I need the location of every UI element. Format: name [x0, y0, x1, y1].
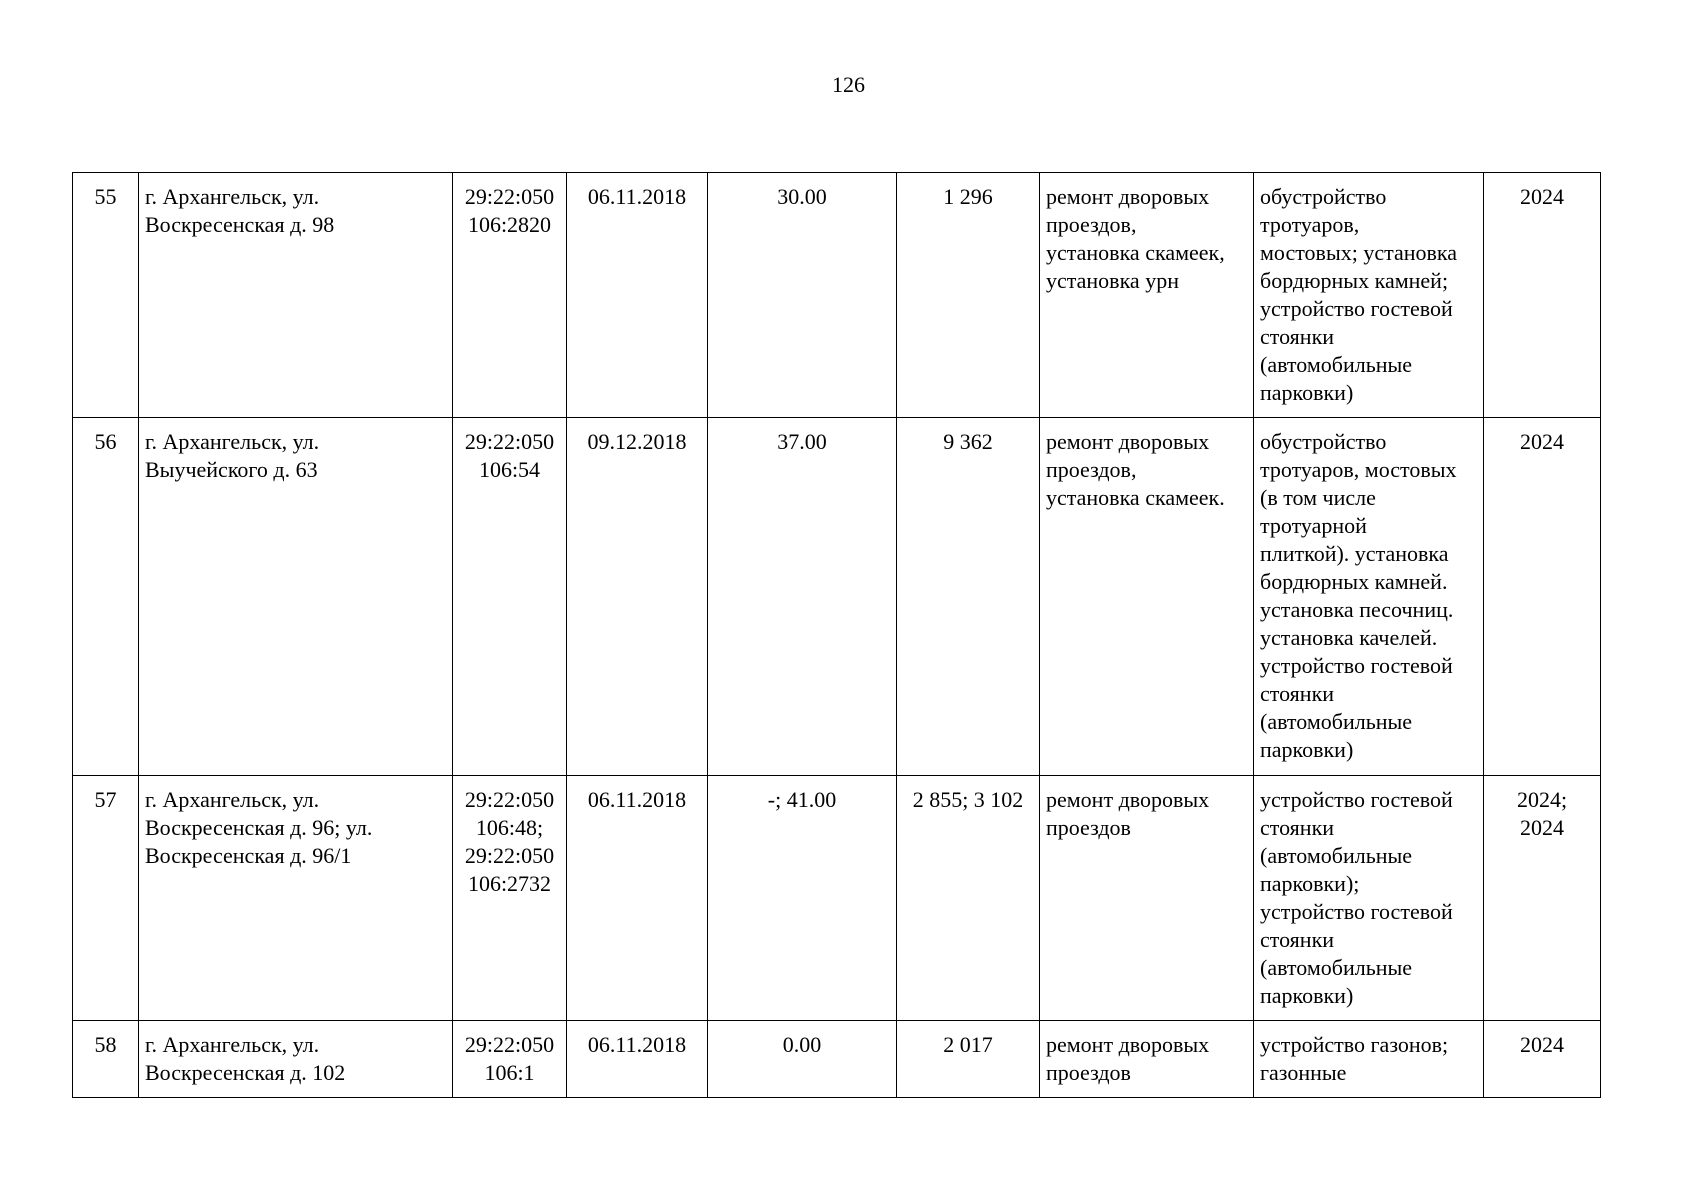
- row-number-cell: 56: [73, 418, 139, 776]
- value-cell: 2 855; 3 102: [897, 776, 1040, 1021]
- table-row: [73, 173, 1601, 418]
- minimal-works-cell: ремонт дворовых проездов, установка скамеек, установка урн: [1040, 173, 1254, 418]
- additional-works-cell: устройство газонов; газонные: [1254, 1021, 1484, 1098]
- cadastral-number-cell: 29:22:050 106:54: [453, 418, 567, 776]
- value-cell: 2 017: [897, 1021, 1040, 1098]
- date-cell: 06.11.2018: [567, 173, 708, 418]
- row-number-cell: 55: [73, 173, 139, 418]
- area-cell: 30.00: [708, 173, 897, 418]
- courtyard-improvement-table: [72, 172, 1601, 1098]
- date-cell: 06.11.2018: [567, 1021, 708, 1098]
- page-number: 126: [832, 72, 865, 97]
- area-cell: 0.00: [708, 1021, 897, 1098]
- minimal-works-cell: ремонт дворовых проездов: [1040, 776, 1254, 1021]
- year-cell: 2024: [1484, 173, 1601, 418]
- value-cell: 9 362: [897, 418, 1040, 776]
- additional-works-cell: устройство гостевой стоянки (автомобильные парковки); устройство гостевой стоянки (автомобильные парковки): [1254, 776, 1484, 1021]
- address-cell: г. Архангельск, ул. Воскресенская д. 98: [139, 173, 453, 418]
- address-cell: г. Архангельск, ул. Выучейского д. 63: [139, 418, 453, 776]
- table-row: [73, 776, 1601, 1021]
- date-cell: 09.12.2018: [567, 418, 708, 776]
- minimal-works-cell: ремонт дворовых проездов: [1040, 1021, 1254, 1098]
- area-cell: -; 41.00: [708, 776, 897, 1021]
- additional-works-cell: обустройство тротуаров, мостовых (в том числе тротуарной плиткой). установка бордюрных камней. установка песочниц. установка качелей. устройство гостевой стоянки (автомобильные парковки): [1254, 418, 1484, 776]
- address-cell: г. Архангельск, ул. Воскресенская д. 102: [139, 1021, 453, 1098]
- table-row: [73, 1021, 1601, 1098]
- year-cell: 2024: [1484, 418, 1601, 776]
- cadastral-number-cell: 29:22:050 106:1: [453, 1021, 567, 1098]
- year-cell: 2024: [1484, 1021, 1601, 1098]
- area-cell: 37.00: [708, 418, 897, 776]
- row-number-cell: 57: [73, 776, 139, 1021]
- additional-works-cell: обустройство тротуаров, мостовых; установка бордюрных камней; устройство гостевой стоянки (автомобильные парковки): [1254, 173, 1484, 418]
- minimal-works-cell: ремонт дворовых проездов, установка скамеек.: [1040, 418, 1254, 776]
- address-cell: г. Архангельск, ул. Воскресенская д. 96; ул. Воскресенская д. 96/1: [139, 776, 453, 1021]
- cadastral-number-cell: 29:22:050 106:48; 29:22:050 106:2732: [453, 776, 567, 1021]
- table-row: [73, 418, 1601, 776]
- year-cell: 2024; 2024: [1484, 776, 1601, 1021]
- cadastral-number-cell: 29:22:050 106:2820: [453, 173, 567, 418]
- row-number-cell: 58: [73, 1021, 139, 1098]
- value-cell: 1 296: [897, 173, 1040, 418]
- date-cell: 06.11.2018: [567, 776, 708, 1021]
